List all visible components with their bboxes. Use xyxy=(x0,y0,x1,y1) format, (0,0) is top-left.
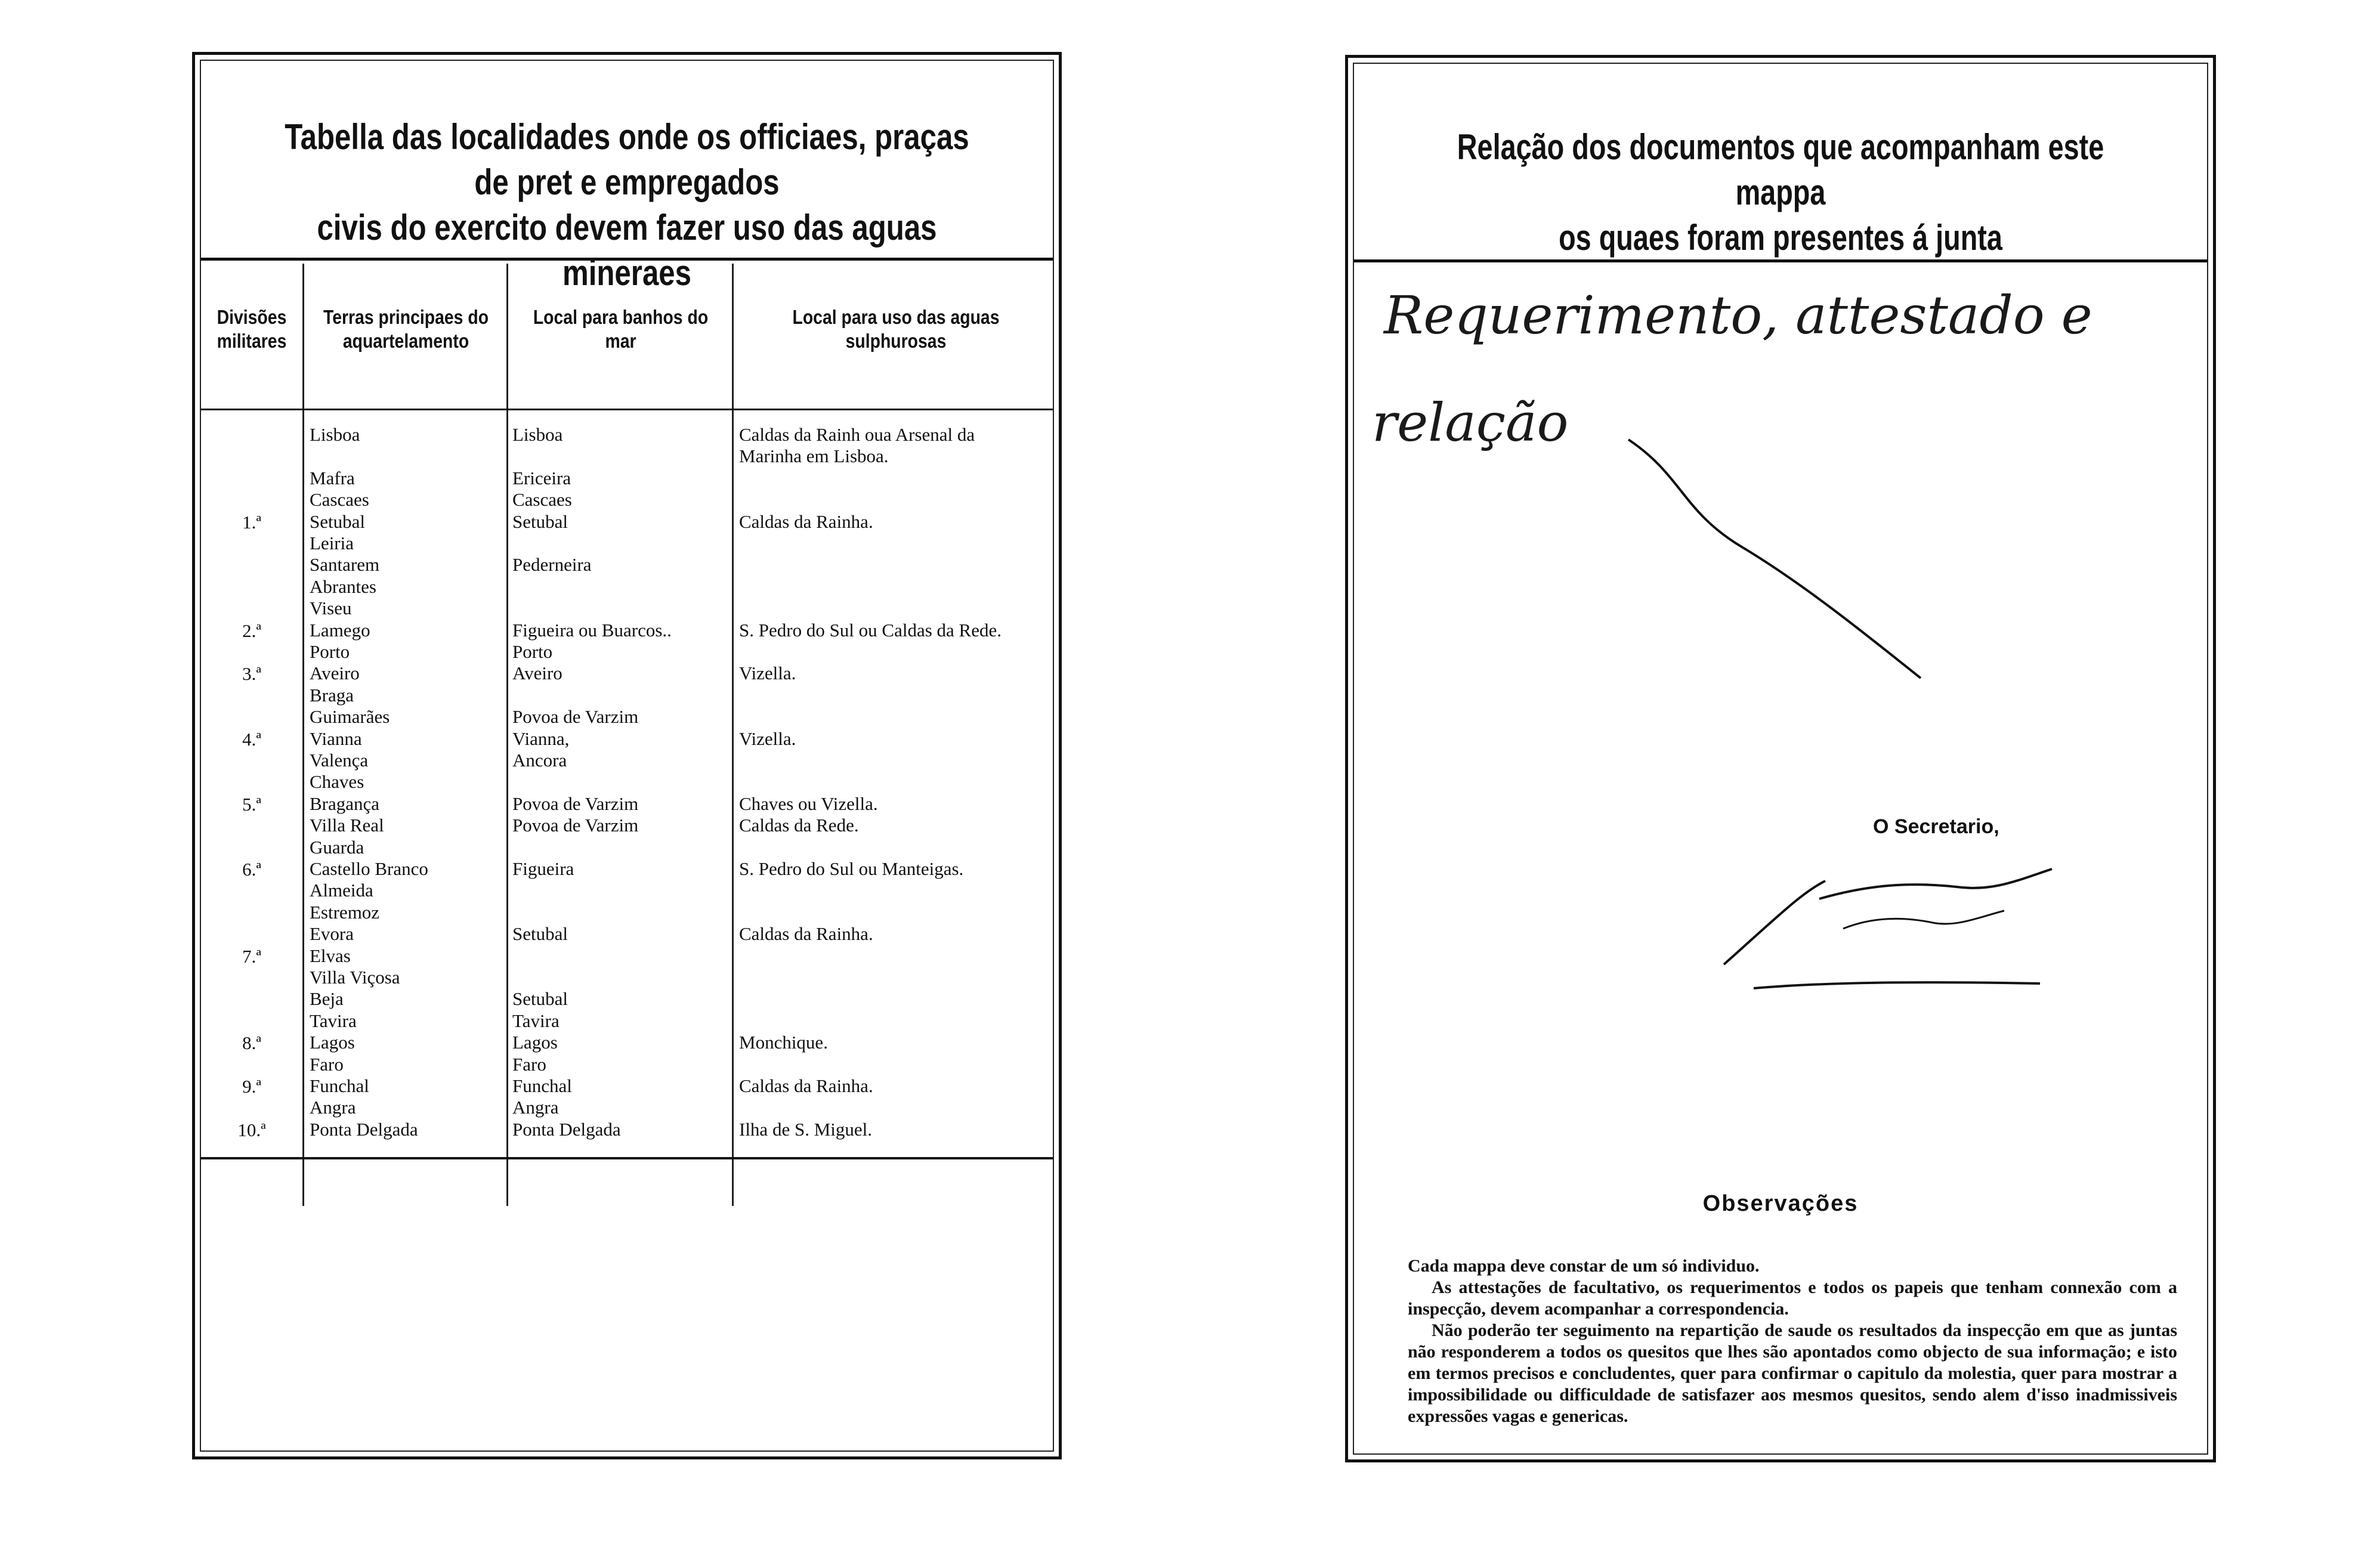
division-number: 1.ª xyxy=(242,511,261,533)
cell-agua: Chaves ou Vizella. xyxy=(739,793,878,814)
cell-agua: Caldas da Rainh oua Arsenal da xyxy=(739,424,975,445)
division-number: 4.ª xyxy=(242,728,261,750)
cell-banhos: Ancora xyxy=(512,750,567,771)
cell-terra: Villa Viçosa xyxy=(310,967,400,988)
cell-terra: Cascaes xyxy=(310,489,369,511)
cell-banhos: Povoa de Varzim xyxy=(512,706,639,728)
cell-terra: Guarda xyxy=(310,836,364,858)
division-number: 2.ª xyxy=(242,620,261,641)
cell-agua: Monchique. xyxy=(739,1032,828,1053)
header-divider xyxy=(201,409,1053,410)
cell-terra: Lisboa xyxy=(310,424,360,445)
table-title xyxy=(283,115,970,296)
cell-terra: Abrantes xyxy=(310,576,376,597)
cell-banhos: Tavira xyxy=(512,1010,560,1031)
cell-banhos: Porto xyxy=(512,641,553,662)
locations-table-page xyxy=(192,52,1062,1459)
cell-banhos: Lisboa xyxy=(512,424,563,445)
title-divider xyxy=(201,258,1053,261)
cell-terra: Faro xyxy=(310,1053,344,1075)
cell-terra: Viseu xyxy=(310,598,352,619)
handwritten-line-2: relação xyxy=(1372,392,1569,453)
column-divider xyxy=(302,264,304,1206)
cell-terra: Tavira xyxy=(310,1010,357,1031)
title-line-1: Tabella das localidades onde os officiaes, praças de pret e empregados xyxy=(285,117,969,202)
cell-agua: Vizella. xyxy=(739,663,796,684)
observacoes-text xyxy=(1408,1255,2177,1427)
cell-terra: Lagos xyxy=(310,1032,355,1053)
obs-paragraph: As attestações de facultativo, os requerimentos e todos os papeis que tenham connexão com a inspecção, devem acompanhar a correspondencia. xyxy=(1408,1278,2177,1319)
column-divider xyxy=(506,264,508,1206)
documents-relation-page xyxy=(1345,55,2216,1462)
header-divisoes: Divisões militares xyxy=(217,306,287,352)
cell-terra: Funchal xyxy=(310,1075,369,1096)
cell-banhos: Povoa de Varzim xyxy=(512,793,639,814)
obs-paragraph: Cada mappa deve constar de um só individuo. xyxy=(1408,1256,1760,1276)
cell-banhos: Setubal xyxy=(512,511,568,532)
cell-agua: Marinha em Lisboa. xyxy=(739,446,889,467)
division-number: 10.ª xyxy=(237,1119,266,1140)
cell-terra: Villa Real xyxy=(310,815,384,836)
cell-banhos: Cascaes xyxy=(512,489,572,511)
division-number: 9.ª xyxy=(242,1076,261,1097)
title-line-2: civis do exercito devem fazer uso das aguas mineraes xyxy=(317,208,937,293)
cell-agua: Caldas da Rede. xyxy=(739,815,859,836)
handwritten-line-1: Requerimento, attestado e xyxy=(1384,284,2092,346)
cell-terra: Castello Branco xyxy=(310,858,428,879)
division-number: 3.ª xyxy=(242,663,261,685)
obs-paragraph: Não poderão ter seguimento na repartição de saude os resultados da inspecção em que as juntas não responderem a todos os quesitos que lhes são apontados como objecto de sua informação; e isto em termos precisos e concludentes, quer para confirmar o capitulo da molestia, quer para mostrar a impossibilidade ou difficuldade de satisfazer aos mesmos quesitos, sendo alem d'isso inadmissiveis expressões vagas e genericas. xyxy=(1408,1320,2177,1426)
cell-banhos: Setubal xyxy=(512,988,568,1010)
cell-banhos: Faro xyxy=(512,1053,546,1075)
cell-terra: Lamego xyxy=(310,619,370,641)
cell-banhos: Povoa de Varzim xyxy=(512,815,639,836)
cell-terra: Setubal xyxy=(310,511,365,532)
cell-terra: Ponta Delgada xyxy=(310,1118,418,1140)
secretario-label: O Secretario, xyxy=(1873,815,1999,838)
cell-agua: Caldas da Rainha. xyxy=(739,923,873,945)
cell-terra: Evora xyxy=(310,923,354,945)
cell-agua: Caldas da Rainha. xyxy=(739,511,873,532)
division-number: 8.ª xyxy=(242,1032,261,1054)
cell-banhos: Aveiro xyxy=(512,663,562,684)
cell-terra: Bragança xyxy=(310,793,380,814)
cell-banhos: Figueira xyxy=(512,858,574,879)
cell-banhos: Lagos xyxy=(512,1032,558,1053)
secretary-signature xyxy=(1706,845,2124,1000)
cell-terra: Chaves xyxy=(310,771,364,793)
cell-terra: Angra xyxy=(310,1097,356,1118)
division-number: 7.ª xyxy=(242,945,261,967)
cell-banhos: Setubal xyxy=(512,923,568,945)
cell-terra: Santarem xyxy=(310,554,380,576)
header-terras: Terras principaes do aquartelamento xyxy=(323,306,489,352)
cell-terra: Beja xyxy=(310,988,344,1010)
header-banhos: Local para banhos do mar xyxy=(533,306,709,352)
cell-banhos: Figueira ou Buarcos.. xyxy=(512,619,672,641)
header-sulphurosas: Local para uso das aguas sulphurosas xyxy=(792,306,1000,352)
division-number: 5.ª xyxy=(242,793,261,815)
division-number: 6.ª xyxy=(242,859,261,880)
cell-terra: Guimarães xyxy=(310,706,390,728)
cell-banhos: Ericeira xyxy=(512,467,571,488)
cell-terra: Almeida xyxy=(310,880,373,901)
cell-terra: Braga xyxy=(310,684,354,706)
title-line-2: os quaes foram presentes á junta xyxy=(1559,218,2002,258)
cell-banhos: Angra xyxy=(512,1097,559,1118)
cell-banhos: Funchal xyxy=(512,1075,572,1096)
table-bottom-rule xyxy=(201,1157,1053,1159)
cell-agua: Vizella. xyxy=(739,728,796,749)
cell-terra: Valença xyxy=(310,750,369,771)
cell-banhos: Ponta Delgada xyxy=(512,1118,621,1140)
cell-terra: Mafra xyxy=(310,467,355,488)
cell-agua: S. Pedro do Sul ou Caldas da Rede. xyxy=(739,619,1002,641)
cell-agua: S. Pedro do Sul ou Manteigas. xyxy=(739,858,964,879)
cell-agua: Caldas da Rainha. xyxy=(739,1075,873,1096)
cell-terra: Estremoz xyxy=(310,901,380,923)
cell-terra: Leiria xyxy=(310,533,354,553)
cell-banhos: Pederneira xyxy=(512,554,592,576)
column-divider xyxy=(732,264,734,1206)
cell-terra: Elvas xyxy=(310,945,351,966)
handwritten-flourish xyxy=(1348,58,2219,833)
cell-terra: Aveiro xyxy=(310,663,360,684)
title-line-1: Relação dos documentos que acompanham este mappa xyxy=(1457,127,2104,212)
observacoes-heading: Observações xyxy=(1702,1191,1859,1216)
cell-terra: Vianna xyxy=(310,728,362,749)
cell-banhos: Vianna, xyxy=(512,728,570,749)
cell-agua: Ilha de S. Miguel. xyxy=(739,1118,872,1140)
cell-terra: Porto xyxy=(310,641,350,662)
